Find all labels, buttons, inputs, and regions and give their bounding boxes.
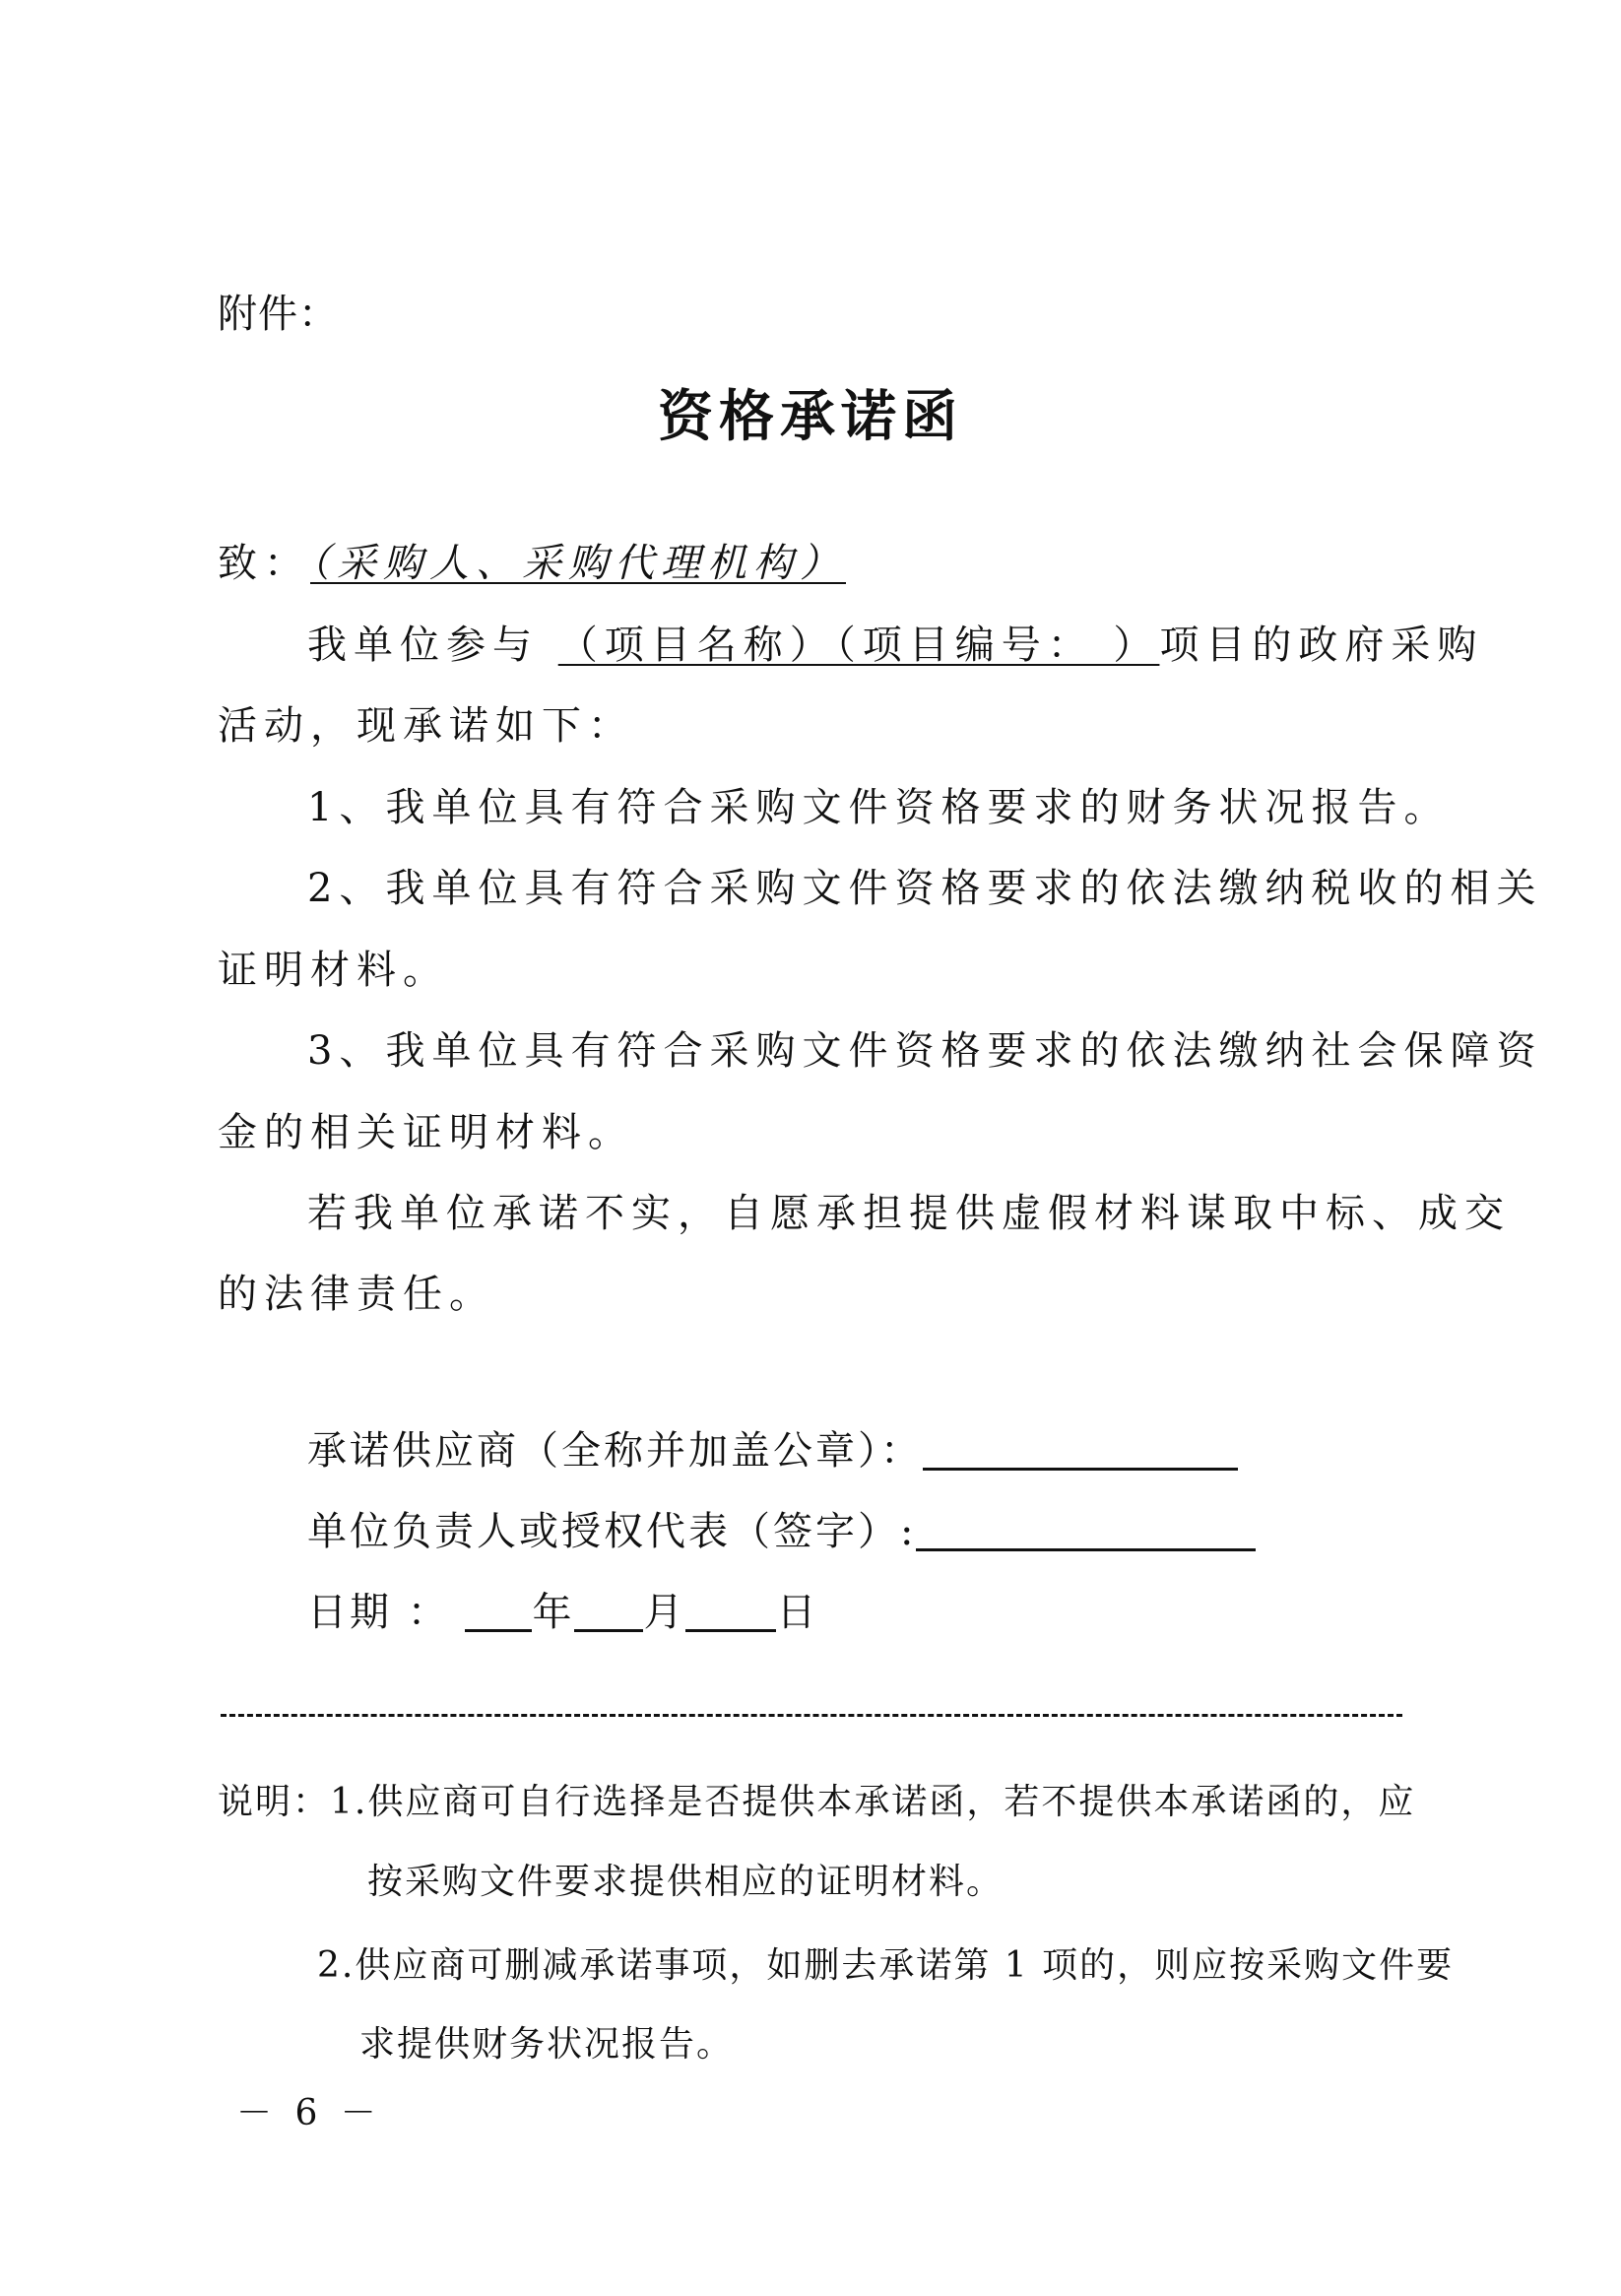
declaration-line-2: 的法律责任。 <box>218 1272 495 1317</box>
commitment-item-1: 1、我单位具有符合采购文件资格要求的财务状况报告。 <box>307 785 1451 830</box>
month-label: 月 <box>643 1590 686 1635</box>
commitment-item-2-line-1: 2、我单位具有符合采购文件资格要求的依法缴纳税收的相关 <box>307 866 1543 911</box>
note-2-line-1: 2.供应商可删减承诺事项，如删去承诺第 1 项的，则应按采购文件要 <box>317 1945 1455 1986</box>
note-1-line-1 <box>218 1782 1416 1822</box>
supplier-label: 承诺供应商（全称并加盖公章）： <box>307 1428 923 1474</box>
dashed-divider <box>221 1714 1402 1717</box>
notes-label: 说明： <box>218 1782 331 1822</box>
supplier-signature-line <box>923 1467 1238 1471</box>
note-1-text: 1.供应商可自行选择是否提供本承诺函，若不提供本承诺函的，应 <box>330 1782 1416 1822</box>
year-label: 年 <box>532 1590 575 1635</box>
month-blank <box>574 1628 643 1632</box>
intro-line-2: 活动，现承诺如下： <box>218 703 634 749</box>
day-label: 日 <box>776 1590 819 1635</box>
note-1-line-2: 按采购文件要求提供相应的证明材料。 <box>367 1862 1005 1902</box>
date-label: 日期 ： <box>307 1590 450 1635</box>
representative-signature-line <box>916 1547 1256 1551</box>
addressee-name: （采购人、采购代理机构） <box>310 541 846 586</box>
project-name-field: （项目名称）（项目编号： ） <box>557 623 1160 668</box>
intro-line-1 <box>307 623 1484 668</box>
addressee-line <box>218 541 846 586</box>
commitment-item-2-line-2: 证明材料。 <box>218 948 449 993</box>
addressee-prefix: 致： <box>218 541 310 586</box>
supplier-signature-row <box>307 1428 1238 1474</box>
attachment-label: 附件： <box>218 292 339 337</box>
representative-signature-row <box>307 1509 1256 1554</box>
commitment-item-3-line-2: 金的相关证明材料。 <box>218 1110 634 1155</box>
note-2-line-2: 求提供财务状况报告。 <box>359 2024 735 2065</box>
year-blank <box>465 1628 532 1632</box>
intro-lead: 我单位参与 <box>307 623 539 668</box>
date-row <box>307 1590 819 1635</box>
intro-tail: 项目的政府采购 <box>1159 623 1484 668</box>
declaration-line-1: 若我单位承诺不实，自愿承担提供虚假材料谋取中标、成交 <box>307 1191 1511 1236</box>
representative-label: 单位负责人或授权代表（签字）: <box>307 1509 917 1554</box>
page-number: － 6 － <box>236 2093 382 2133</box>
day-blank <box>685 1628 776 1632</box>
commitment-item-3-line-1: 3、我单位具有符合采购文件资格要求的依法缴纳社会保障资 <box>307 1028 1543 1074</box>
document-title: 资格承诺函 <box>658 384 963 449</box>
